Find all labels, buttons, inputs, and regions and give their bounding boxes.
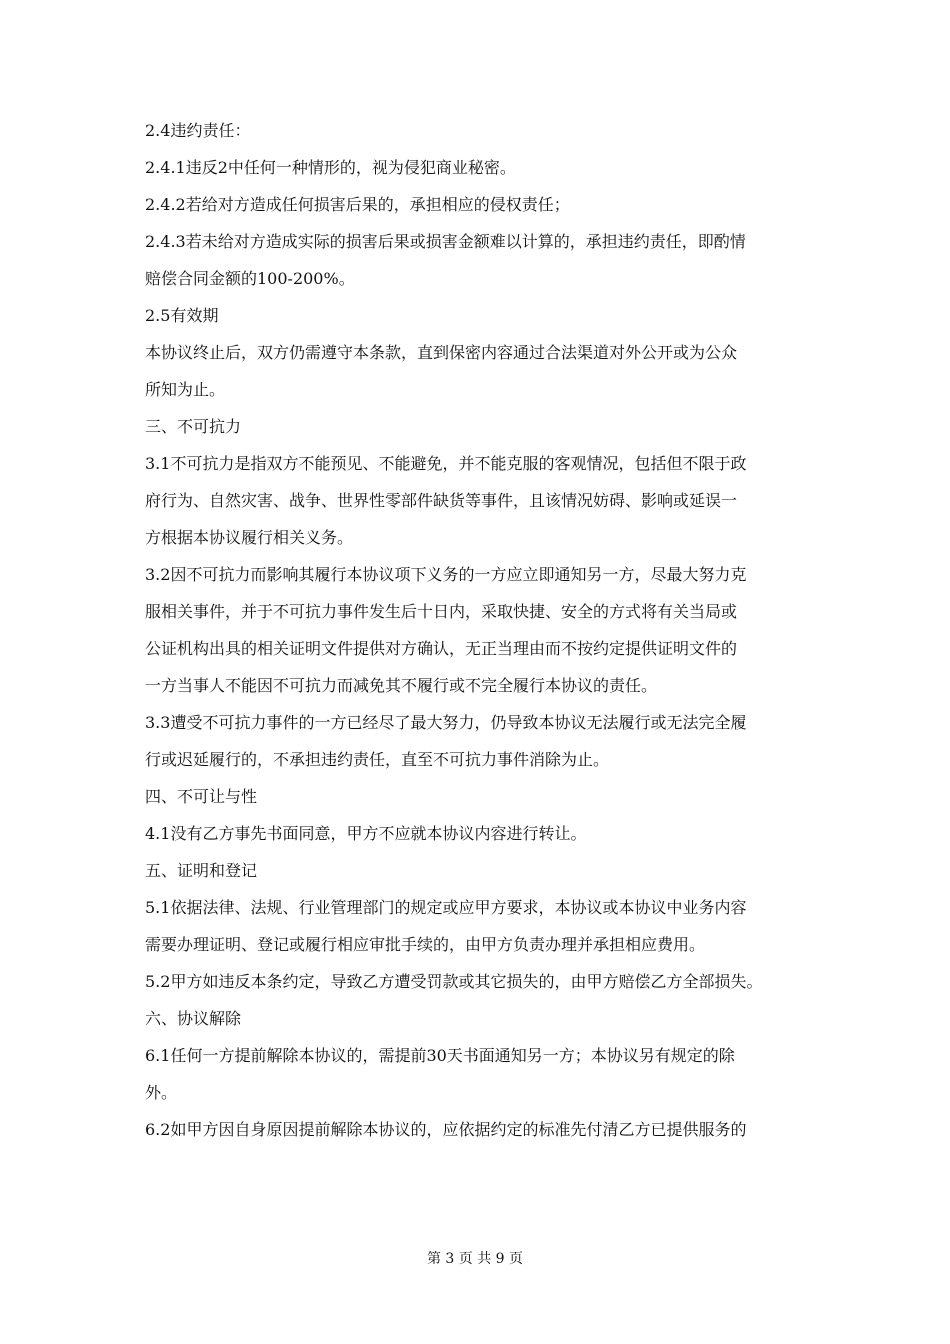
text-line: 公证机构出具的相关证明文件提供对方确认，无正当理由而不按约定提供证明文件的 [145, 639, 738, 658]
text-line: 2.4违约责任： [145, 121, 251, 140]
text-line: 所知为止。 [145, 380, 226, 399]
text-line: 外。 [145, 1083, 178, 1102]
text-line: 需要办理证明、登记或履行相应审批手续的，由甲方负责办理并承担相应费用。 [145, 935, 706, 954]
text-line: 服相关事件，并于不可抗力事件发生后十日内，采取快捷、安全的方式将有关当局或 [145, 602, 738, 621]
text-line: 2.4.3若未给对方造成实际的损害后果或损害金额难以计算的，承担违约责任，即酌情 [145, 232, 746, 251]
text-line: 4.1没有乙方事先书面同意，甲方不应就本协议内容进行转让。 [145, 824, 587, 843]
document-body [145, 112, 835, 1148]
section-heading: 三、不可抗力 [145, 417, 242, 436]
text-line: 一方当事人不能因不可抗力而减免其不履行或不完全履行本协议的责任。 [145, 676, 658, 695]
text-line: 赔偿合同金额的100-200%。 [145, 269, 355, 288]
text-line: 3.1不可抗力是指双方不能预见、不能避免，并不能克服的客观情况，包括但不限于政 [145, 454, 747, 473]
text-line: 本协议终止后，双方仍需遵守本条款，直到保密内容通过合法渠道对外公开或为公众 [145, 343, 738, 362]
section-heading: 2.5有效期 [145, 306, 219, 325]
text-line: 府行为、自然灾害、战争、世界性零部件缺货等事件，且该情况妨碍、影响或延误一 [145, 491, 738, 510]
text-line: 6.1任何一方提前解除本协议的，需提前30天书面通知另一方；本协议另有规定的除 [145, 1046, 735, 1065]
text-line: 方根据本协议履行相关义务。 [145, 528, 354, 547]
text-line: 2.4.1违反2中任何一种情形的，视为侵犯商业秘密。 [145, 158, 516, 177]
text-line: 2.4.2若给对方造成任何损害后果的，承担相应的侵权责任； [145, 195, 570, 214]
section-heading: 五、证明和登记 [145, 861, 258, 880]
section-heading: 四、不可让与性 [145, 787, 258, 806]
text-line: 3.3遭受不可抗力事件的一方已经尽了最大努力，仍导致本协议无法履行或无法完全履 [145, 713, 747, 732]
page-number-footer: 第 3 页 共 9 页 [426, 1251, 524, 1267]
text-line: 行或迟延履行的，不承担违约责任，直至不可抗力事件消除为止。 [145, 750, 610, 769]
text-line: 3.2因不可抗力而影响其履行本协议项下义务的一方应立即通知另一方，尽最大努力克 [145, 565, 747, 584]
section-heading: 六、协议解除 [145, 1009, 242, 1028]
text-line: 5.2甲方如违反本条约定，导致乙方遭受罚款或其它损失的，由甲方赔偿乙方全部损失。 [145, 972, 763, 991]
text-line: 6.2如甲方因自身原因提前解除本协议的，应依据约定的标准先付清乙方已提供服务的 [145, 1120, 747, 1139]
text-line: 5.1依据法律、法规、行业管理部门的规定或应甲方要求，本协议或本协议中业务内容 [145, 898, 747, 917]
